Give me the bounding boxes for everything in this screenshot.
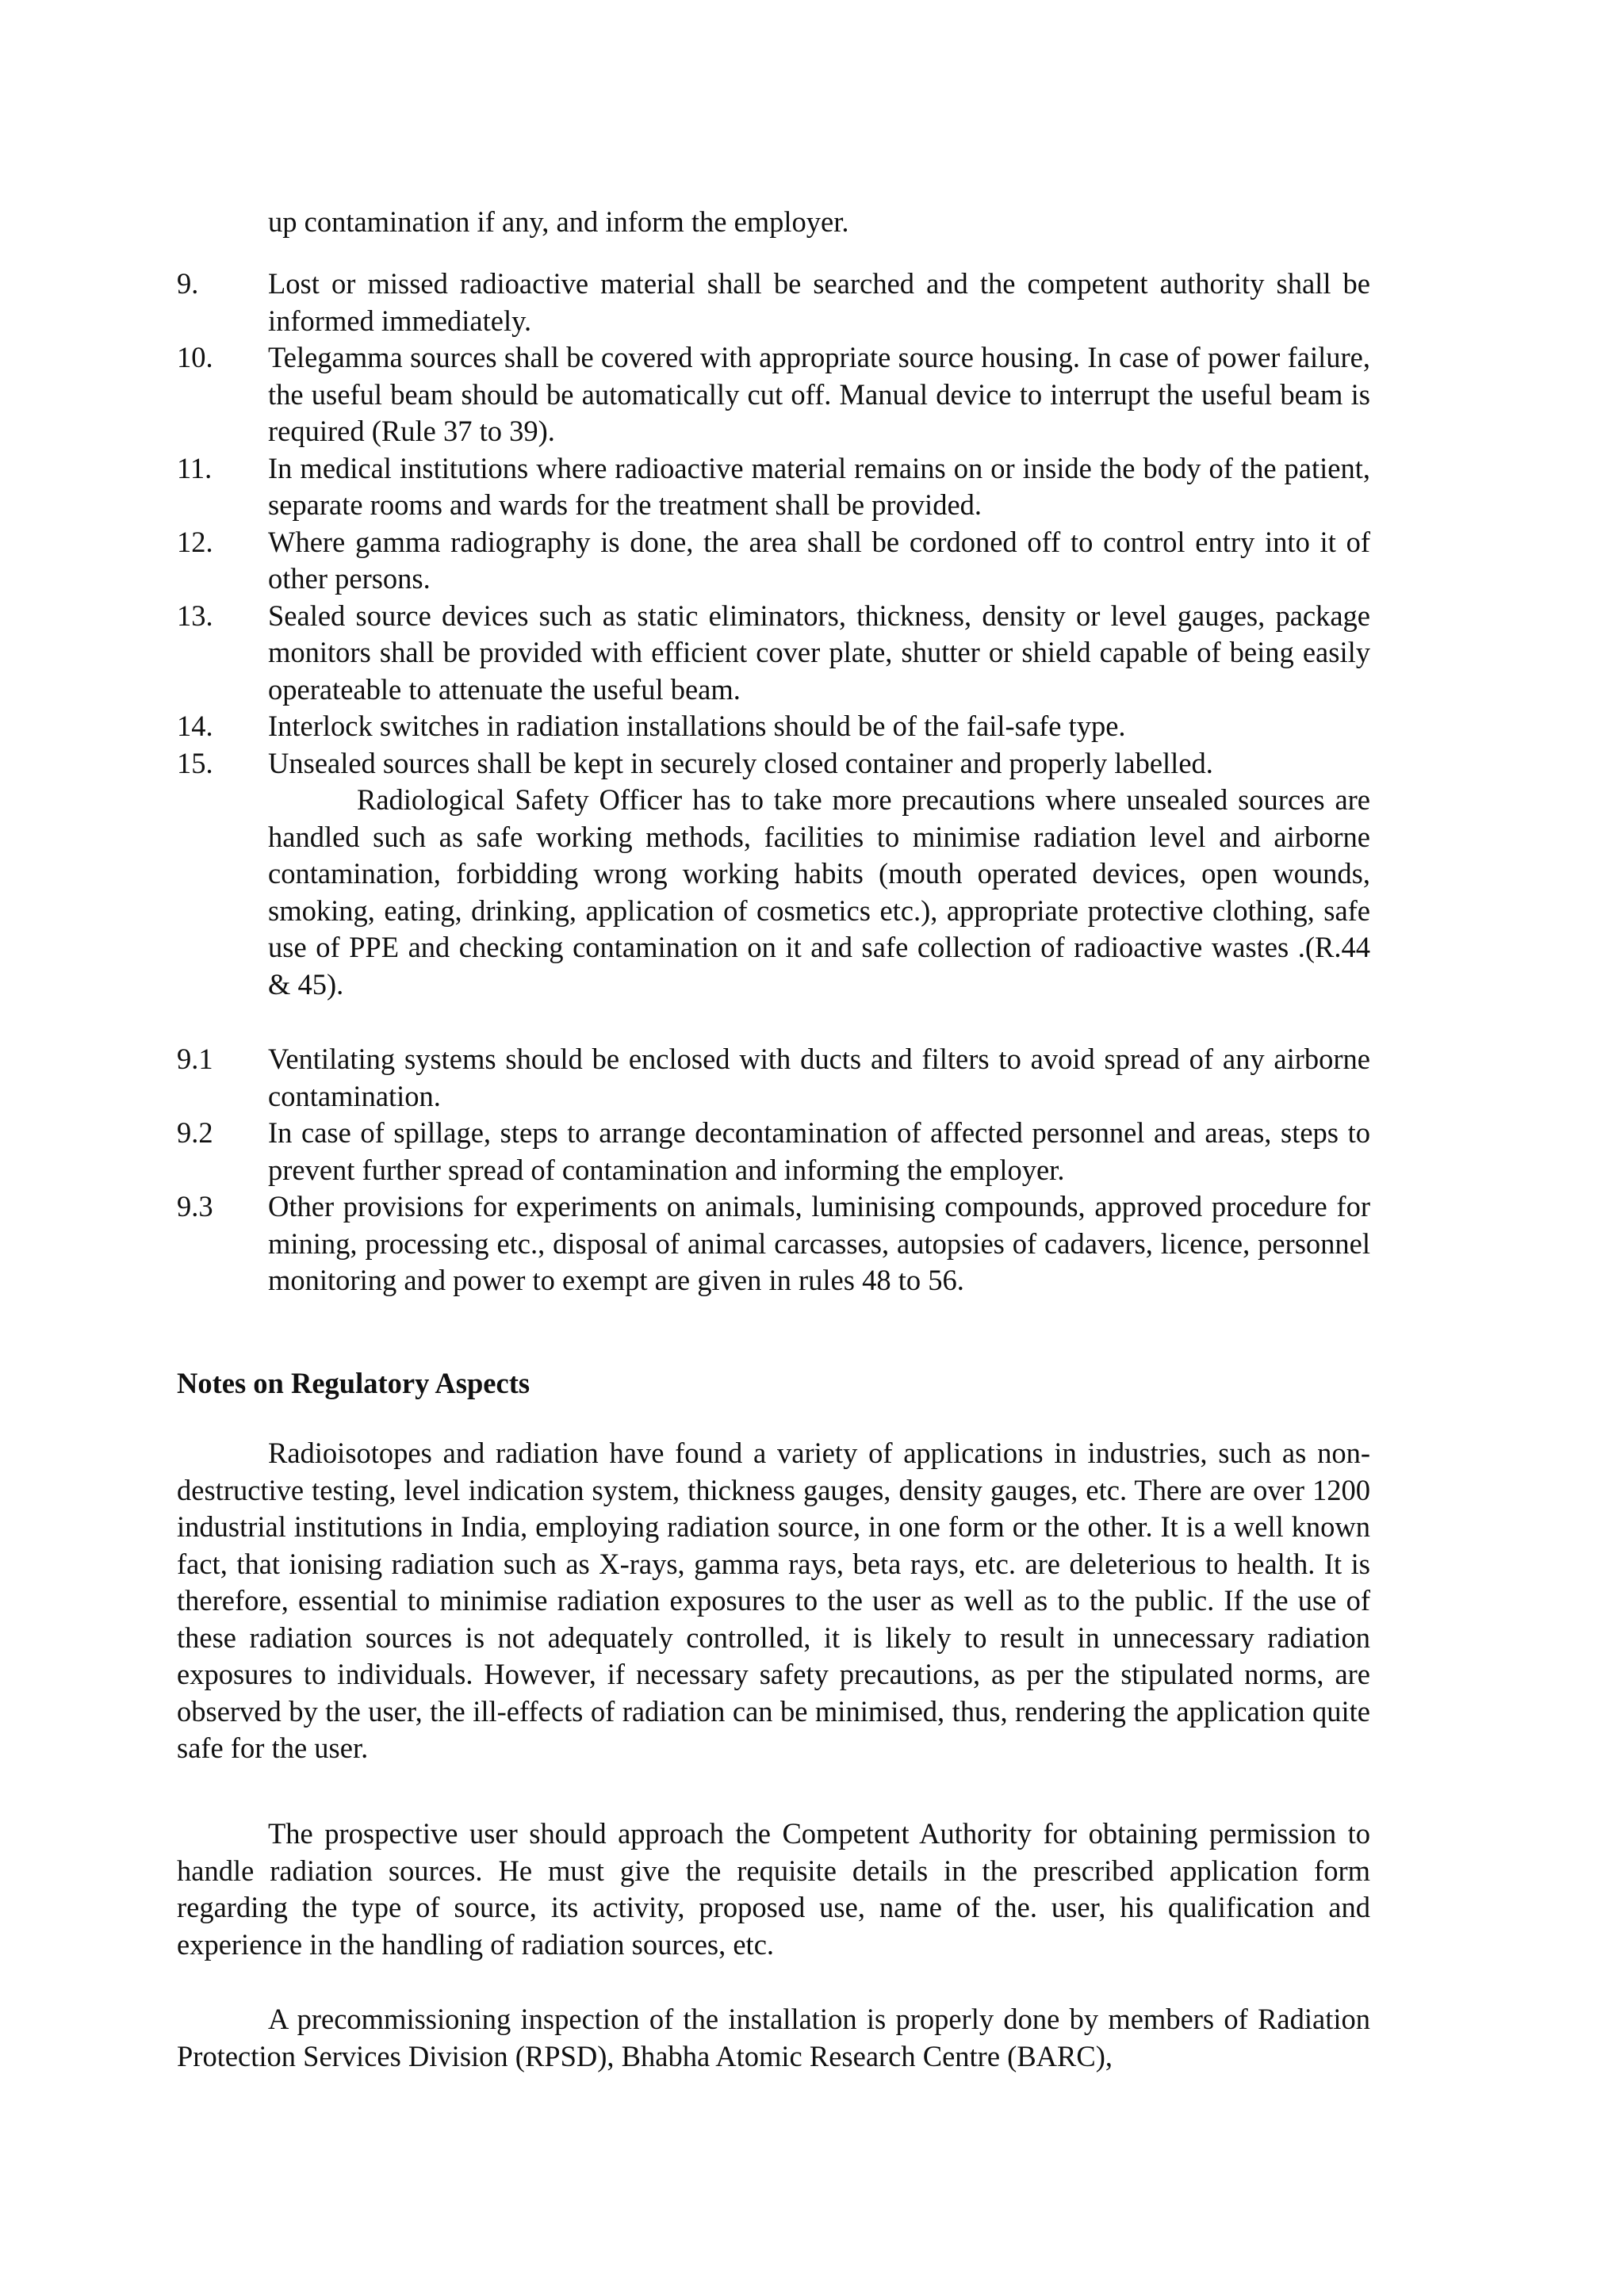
section-heading: Notes on Regulatory Aspects [177, 1367, 530, 1399]
item-number: 13. [177, 599, 213, 632]
body-paragraph: A precommissioning inspection of the installation is properly done by members of Radiation Protection Services Division (RPSD), Bhabha Atomic Research Centre (BARC), [177, 2003, 1370, 2072]
item-text: Lost or missed radioactive material shall be searched and the competent authority shall be informed immediately. [268, 267, 1370, 337]
item-text: Where gamma radiography is done, the area shall be cordoned off to control entry into it of other persons. [268, 525, 1370, 595]
item-number: 9. [177, 267, 199, 300]
item-text: Other provisions for experiments on animals, luminising compounds, approved procedure for mining, processing etc., disposal of animal carcasses, autopsies of cadavers, licence, personnel monitoring and power to exempt are given in rules 48 to 56. [268, 1190, 1370, 1296]
item-number: 9.3 [177, 1190, 213, 1223]
list-item [177, 339, 1370, 450]
list-item [177, 450, 1370, 524]
body-paragraph: The prospective user should approach the Competent Authority for obtaining permission to handle radiation sources. He must give the requisite details in the prescribed application form regarding the type of source, its activity, proposed use, name of the. user, his qualification and experience in the handling of radiation sources, etc. [177, 1817, 1370, 1961]
list-item [177, 745, 1370, 1004]
item-number: 11. [177, 451, 213, 484]
list-item [177, 524, 1370, 598]
list-item [177, 1188, 1370, 1299]
item-number: 9.1 [177, 1043, 213, 1075]
item-number: 12. [177, 525, 213, 558]
body-paragraph: Radioisotopes and radiation have found a variety of applications in industries, such as non-destructive testing, level indication system, thickness gauges, density gauges, etc. There are over 1200 industrial institutions in India, employing radiation source, in one form or the other. It is a well known fact, that ionising radiation such as X-rays, gamma rays, beta rays, etc. are deleterious to health. It is therefore, essential to minimise radiation exposures to the user as well as to the public. If the use of these radiation sources is not adequately controlled, it is likely to result in unnecessary radiation exposures to individuals. However, if necessary safety precautions, as per the stipulated norms, are observed by the user, the ill-effects of radiation can be minimised, thus, rendering the application quite safe for the user. [177, 1437, 1370, 1764]
item-number: 15. [177, 746, 213, 779]
item-text: In case of spillage, steps to arrange decontamination of affected personnel and areas, steps to prevent further spread of contamination and informing the employer. [268, 1116, 1370, 1186]
item-text: Interlock switches in radiation installations should be of the fail-safe type. [268, 710, 1126, 742]
rso-paragraph: Radiological Safety Officer has to take more precautions where unsealed sources are handled such as safe working methods, facilities to minimise radiation level and airborne contamination, forbidding wrong working habits (mouth operated devices, open wounds, smoking, eating, drinking, application of cosmetics etc.), appropriate protective clothing, safe use of PPE and checking contamination on it and safe collection of radioactive wastes .(R.44 & 45). [268, 783, 1370, 1001]
item-number: 9.2 [177, 1116, 213, 1149]
item-text: In medical institutions where radioactive material remains on or inside the body of the patient, separate rooms and wards for the treatment shall be provided. [268, 451, 1370, 521]
item-text: Telegamma sources shall be covered with appropriate source housing. In case of power failure, the useful beam should be automatically cut off. Manual device to interrupt the useful beam is required (Rule 37 to 39). [268, 341, 1370, 447]
item-text: Unsealed sources shall be kept in securely closed container and properly labelled. [268, 746, 1213, 779]
item-text: Sealed source devices such as static eliminators, thickness, density or level gauges, package monitors shall be provided with efficient cover plate, shutter or shield capable of being easily operateable to attenuate the useful beam. [268, 599, 1370, 706]
list-item [177, 1115, 1370, 1188]
item-number: 10. [177, 341, 213, 373]
continuation-text: up contamination if any, and inform the employer. [268, 205, 849, 238]
list-item [177, 1041, 1370, 1115]
sub-list [177, 1041, 1370, 1299]
list-item [177, 708, 1370, 745]
list-item [177, 598, 1370, 709]
item-text: Ventilating systems should be enclosed with ducts and filters to avoid spread of any airborne contamination. [268, 1043, 1370, 1112]
item-number: 14. [177, 710, 213, 742]
rules-list [177, 266, 1370, 1003]
list-item [177, 266, 1370, 339]
